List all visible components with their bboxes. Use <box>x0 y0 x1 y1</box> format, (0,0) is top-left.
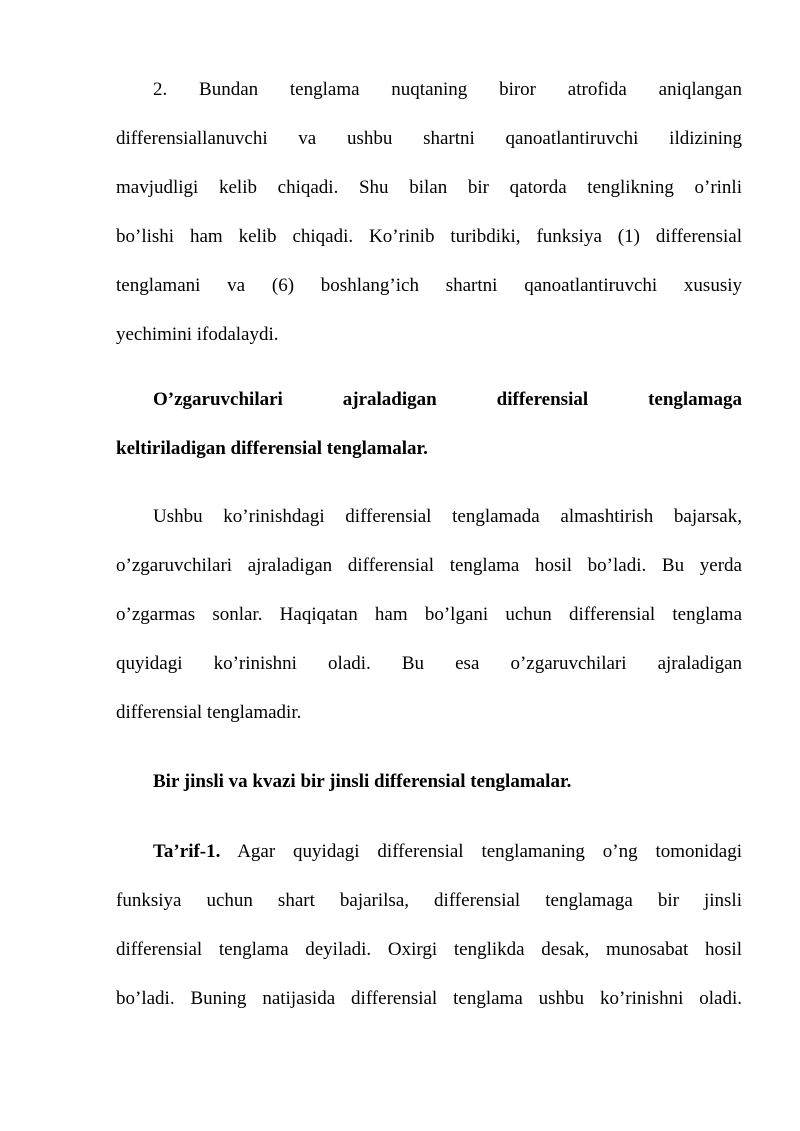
text-line: bo’lishi ham kelib chiqadi. Ko’rinib turibdiki, funksiya (1) differensial <box>116 226 742 247</box>
text-line: yechimini ifodalaydi. <box>116 324 279 345</box>
text-line: mavjudligi kelib chiqadi. Shu bilan bir qatorda tenglikning o’rinli <box>116 177 742 198</box>
text-line <box>153 840 742 864</box>
text-line: o’zgaruvchilari ajraladigan differensial tenglama hosil bo’ladi. Bu yerda <box>116 555 742 576</box>
text-line: bo’ladi. Buning natijasida differensial tenglama ushbu ko’rinishni oladi. <box>116 988 742 1009</box>
text-line: Ushbu ko’rinishdagi differensial tenglamada almashtirish bajarsak, <box>153 506 742 527</box>
text-line: funksiya uchun shart bajarilsa, differensial tenglamaga bir jinsli <box>116 890 742 911</box>
text-line: differensial tenglamadir. <box>116 702 302 723</box>
text-line: tenglamani va (6) boshlang’ich shartni qanoatlantiruvchi xususiy <box>116 275 742 296</box>
heading-line: keltiriladigan differensial tenglamalar. <box>116 438 428 459</box>
text-line: differensial tenglama deyiladi. Oxirgi tenglikda desak, munosabat hosil <box>116 939 742 960</box>
definition-text: Agar quyidagi differensial tenglamaning o’ng tomonidagi <box>237 841 742 862</box>
heading-line: O’zgaruvchilari ajraladigan differensial tenglamaga <box>153 389 742 410</box>
definition-label: Ta’rif-1. <box>153 841 221 862</box>
text-line: 2. Bundan tenglama nuqtaning biror atrofida aniqlangan <box>153 79 742 100</box>
heading-line: Bir jinsli va kvazi bir jinsli differensial tenglamalar. <box>153 771 572 792</box>
text-line: o’zgarmas sonlar. Haqiqatan ham bo’lgani uchun differensial tenglama <box>116 604 742 625</box>
text-line: differensiallanuvchi va ushbu shartni qanoatlantiruvchi ildizining <box>116 128 742 149</box>
text-line: quyidagi ko’rinishni oladi. Bu esa o’zgaruvchilari ajraladigan <box>116 653 742 674</box>
